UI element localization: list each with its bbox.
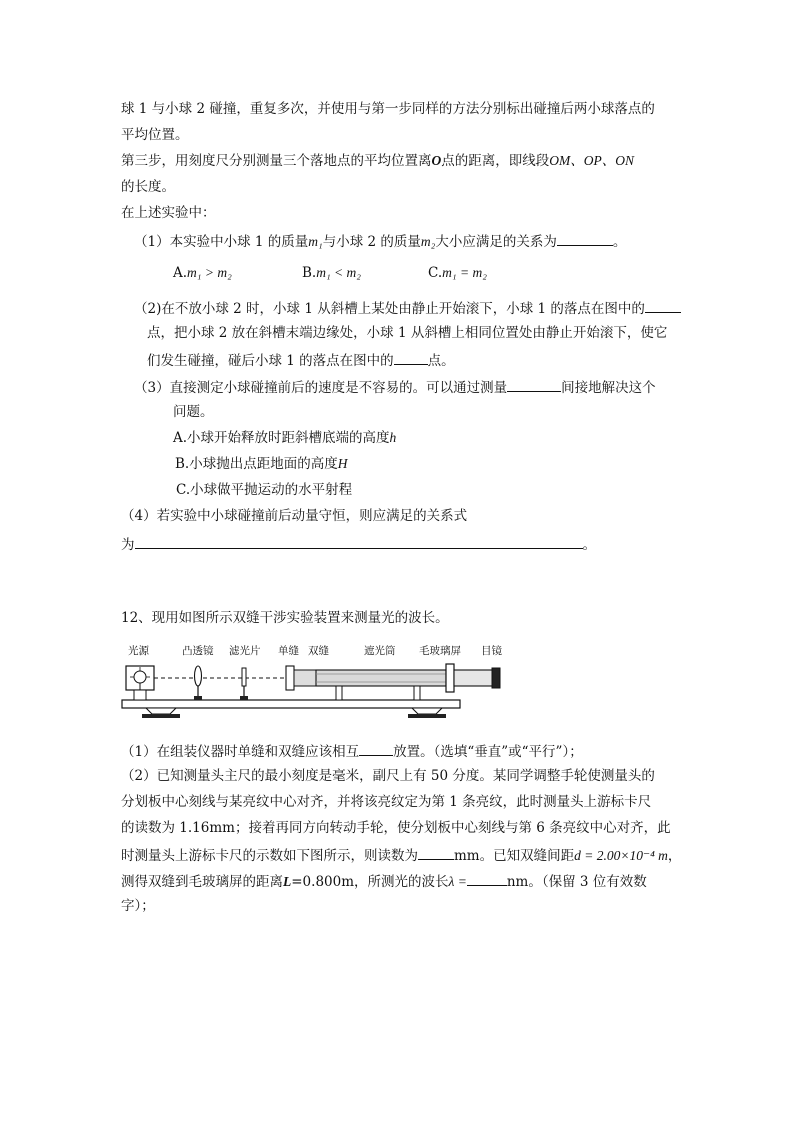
question-2: [134, 298, 681, 318]
label-double-slit: 双缝: [308, 645, 329, 657]
label-tube: 遮光筒: [364, 645, 396, 657]
q3-option-c: [176, 481, 352, 499]
text-fragment: （4）若实验中小球碰撞前后动量守恒，则应满足的关系式: [121, 508, 468, 524]
question-3: [134, 377, 656, 397]
question-12-part-2: [121, 767, 655, 785]
text-fragment: 球 1 与小球 2 碰撞，重复多次，并使用与第一步同样的方法分别标出碰撞后两小球落点的: [121, 101, 655, 117]
text-line: [121, 534, 596, 554]
text-fragment: 与小球 2 的质量: [322, 234, 421, 250]
text-fragment: （1）本实验中小球 1 的质量: [134, 234, 309, 250]
convex-lens-icon: [195, 666, 202, 686]
answer-blank[interactable]: [418, 845, 454, 860]
answer-blank[interactable]: [135, 534, 583, 549]
text-line: [121, 793, 651, 811]
option-label: A.: [173, 265, 188, 281]
segment-list: OM、OP、ON: [549, 153, 634, 168]
q3-option-b: [175, 455, 347, 473]
m2-symbol: m₂: [420, 234, 436, 249]
text-fragment: 平均位置。: [121, 127, 189, 143]
option-c: [428, 264, 487, 282]
question-1: [134, 231, 626, 251]
eyepiece-tube: [454, 670, 496, 686]
text-fragment: 。: [612, 234, 627, 250]
text-line: [121, 100, 655, 118]
variable-H: H: [337, 456, 348, 471]
answer-blank[interactable]: [394, 350, 428, 365]
light-source-stand: [134, 690, 146, 700]
bench-foot-right-base: [408, 714, 446, 718]
text-fragment: （2)在不放小球 2 时，小球 1 从斜槽上某处由静止开始滚下，小球 1 的落点在图中的: [134, 301, 645, 317]
text-fragment: 12、现用如图所示双缝干涉实验装置来测量光的波长。: [121, 610, 449, 626]
label-single-slit: 单缝: [278, 645, 299, 657]
option-a: [173, 264, 232, 282]
text-fragment: =0.800m，所测光的波长: [291, 874, 449, 890]
text-line: [147, 324, 667, 342]
label-screen: 毛玻璃屏: [419, 645, 461, 657]
option-text: B.小球抛出点距地面的高度: [175, 456, 338, 472]
question-12-title: [121, 609, 449, 627]
text-fragment: （3）直接测定小球碰撞前后的速度是不容易的。可以通过测量: [134, 380, 508, 396]
text-fragment: ，: [667, 848, 682, 864]
filter-icon: [242, 668, 246, 686]
answer-blank[interactable]: [467, 871, 507, 886]
q3-option-a: [173, 429, 396, 447]
option-expr: m₁ = m₂: [442, 265, 487, 280]
lambda-symbol: λ =: [448, 874, 467, 889]
text-fragment: （1）在组装仪器时单缝和双缝应该相互: [121, 744, 360, 760]
text-fragment: 点。: [427, 353, 455, 369]
bench-foot-left: [146, 708, 176, 714]
text-fragment: mm。已知双缝间距: [454, 848, 575, 864]
option-b: [302, 264, 361, 282]
text-fragment: 的长度。: [121, 179, 175, 195]
text-line: [173, 403, 214, 421]
text-fragment: 放置。（选填“垂直”或“平行”）；: [393, 744, 583, 760]
slit-spacing-formula: d = 2.00×10⁻⁴ m: [574, 848, 668, 863]
text-line: [121, 871, 647, 891]
text-fragment: 的读数为 1.16mm；接着再同方向转动手轮，使分划板中心刻线与第 6 条亮纹中心对齐，此: [121, 820, 671, 836]
answer-blank[interactable]: [645, 298, 681, 313]
answer-blank[interactable]: [507, 377, 561, 392]
single-slit-holder: [286, 666, 294, 690]
text-line: [121, 819, 671, 837]
text-fragment: 第三步，用刻度尺分别测量三个落地点的平均位置离: [121, 153, 432, 169]
text-fragment: 。: [582, 537, 596, 553]
double-slit-holder: [294, 670, 316, 686]
text-line: [147, 350, 455, 370]
bulb-icon: [134, 671, 146, 683]
text-fragment: 为: [121, 537, 135, 553]
text-fragment: 分划板中心刻线与某亮纹中心对齐，并将该亮纹定为第 1 条亮纹，此时测量头上游标卡尺: [121, 794, 652, 810]
variable-h: h: [389, 430, 397, 445]
text-fragment: 大小应满足的关系为: [435, 234, 557, 250]
answer-blank[interactable]: [557, 231, 613, 246]
optical-bench-rail: [122, 700, 460, 708]
option-label: C.: [428, 265, 443, 281]
text-fragment: （2）已知测量头主尺的最小刻度是毫米，副尺上有 50 分度。某同学调整手轮使测量头的: [121, 768, 655, 784]
text-fragment: 时测量头上游标卡尺的示数如下图所示，则读数为: [121, 848, 418, 864]
text-fragment: 在上述实验中：: [121, 205, 216, 221]
bench-foot-right: [412, 708, 442, 714]
text-line: [121, 204, 216, 222]
answer-blank[interactable]: [359, 741, 393, 756]
double-slit-apparatus-diagram: [118, 640, 508, 722]
text-line: [121, 152, 634, 170]
m1-symbol: m₁: [308, 234, 323, 249]
label-convex-lens: 凸透镜: [182, 645, 214, 657]
point-o-symbol: O: [431, 153, 442, 168]
option-expr: m₁ > m₂: [187, 265, 232, 280]
text-fragment: 字）；: [121, 898, 155, 914]
option-text: A.小球开始释放时距斜槽底端的高度: [173, 430, 390, 446]
label-light-source: 光源: [128, 645, 149, 657]
text-line: [121, 178, 175, 196]
text-fragment: nm。（保留 3 位有效数: [506, 874, 647, 890]
frosted-glass-screen: [446, 664, 454, 692]
light-shielding-tube: [316, 670, 446, 686]
variable-L: L: [283, 874, 292, 889]
text-fragment: 们发生碰撞，碰后小球 1 的落点在图中的: [147, 353, 394, 369]
text-fragment: 测得双缝到毛玻璃屏的距离: [121, 874, 283, 890]
bench-foot-left-base: [142, 714, 180, 718]
text-fragment: 点的距离，即线段: [441, 153, 550, 169]
option-label: B.: [302, 265, 317, 281]
option-text: C.小球做平抛运动的水平射程: [176, 482, 353, 498]
question-12-part-1: [121, 741, 583, 761]
text-fragment: 间接地解决这个: [561, 380, 656, 396]
text-fragment: 点，把小球 2 放在斜槽末端边缘处，小球 1 从斜槽上相同位置处由静止开始滚下，使它: [147, 325, 668, 341]
label-eyepiece: 目镜: [481, 645, 502, 657]
label-filter: 滤光片: [229, 645, 261, 657]
question-4: [121, 507, 467, 525]
option-expr: m₁ < m₂: [316, 265, 361, 280]
text-line: [121, 897, 155, 915]
eyepiece-icon: [492, 668, 500, 688]
text-line: [121, 126, 189, 144]
text-line: [121, 845, 681, 865]
text-fragment: 问题。: [173, 404, 214, 420]
